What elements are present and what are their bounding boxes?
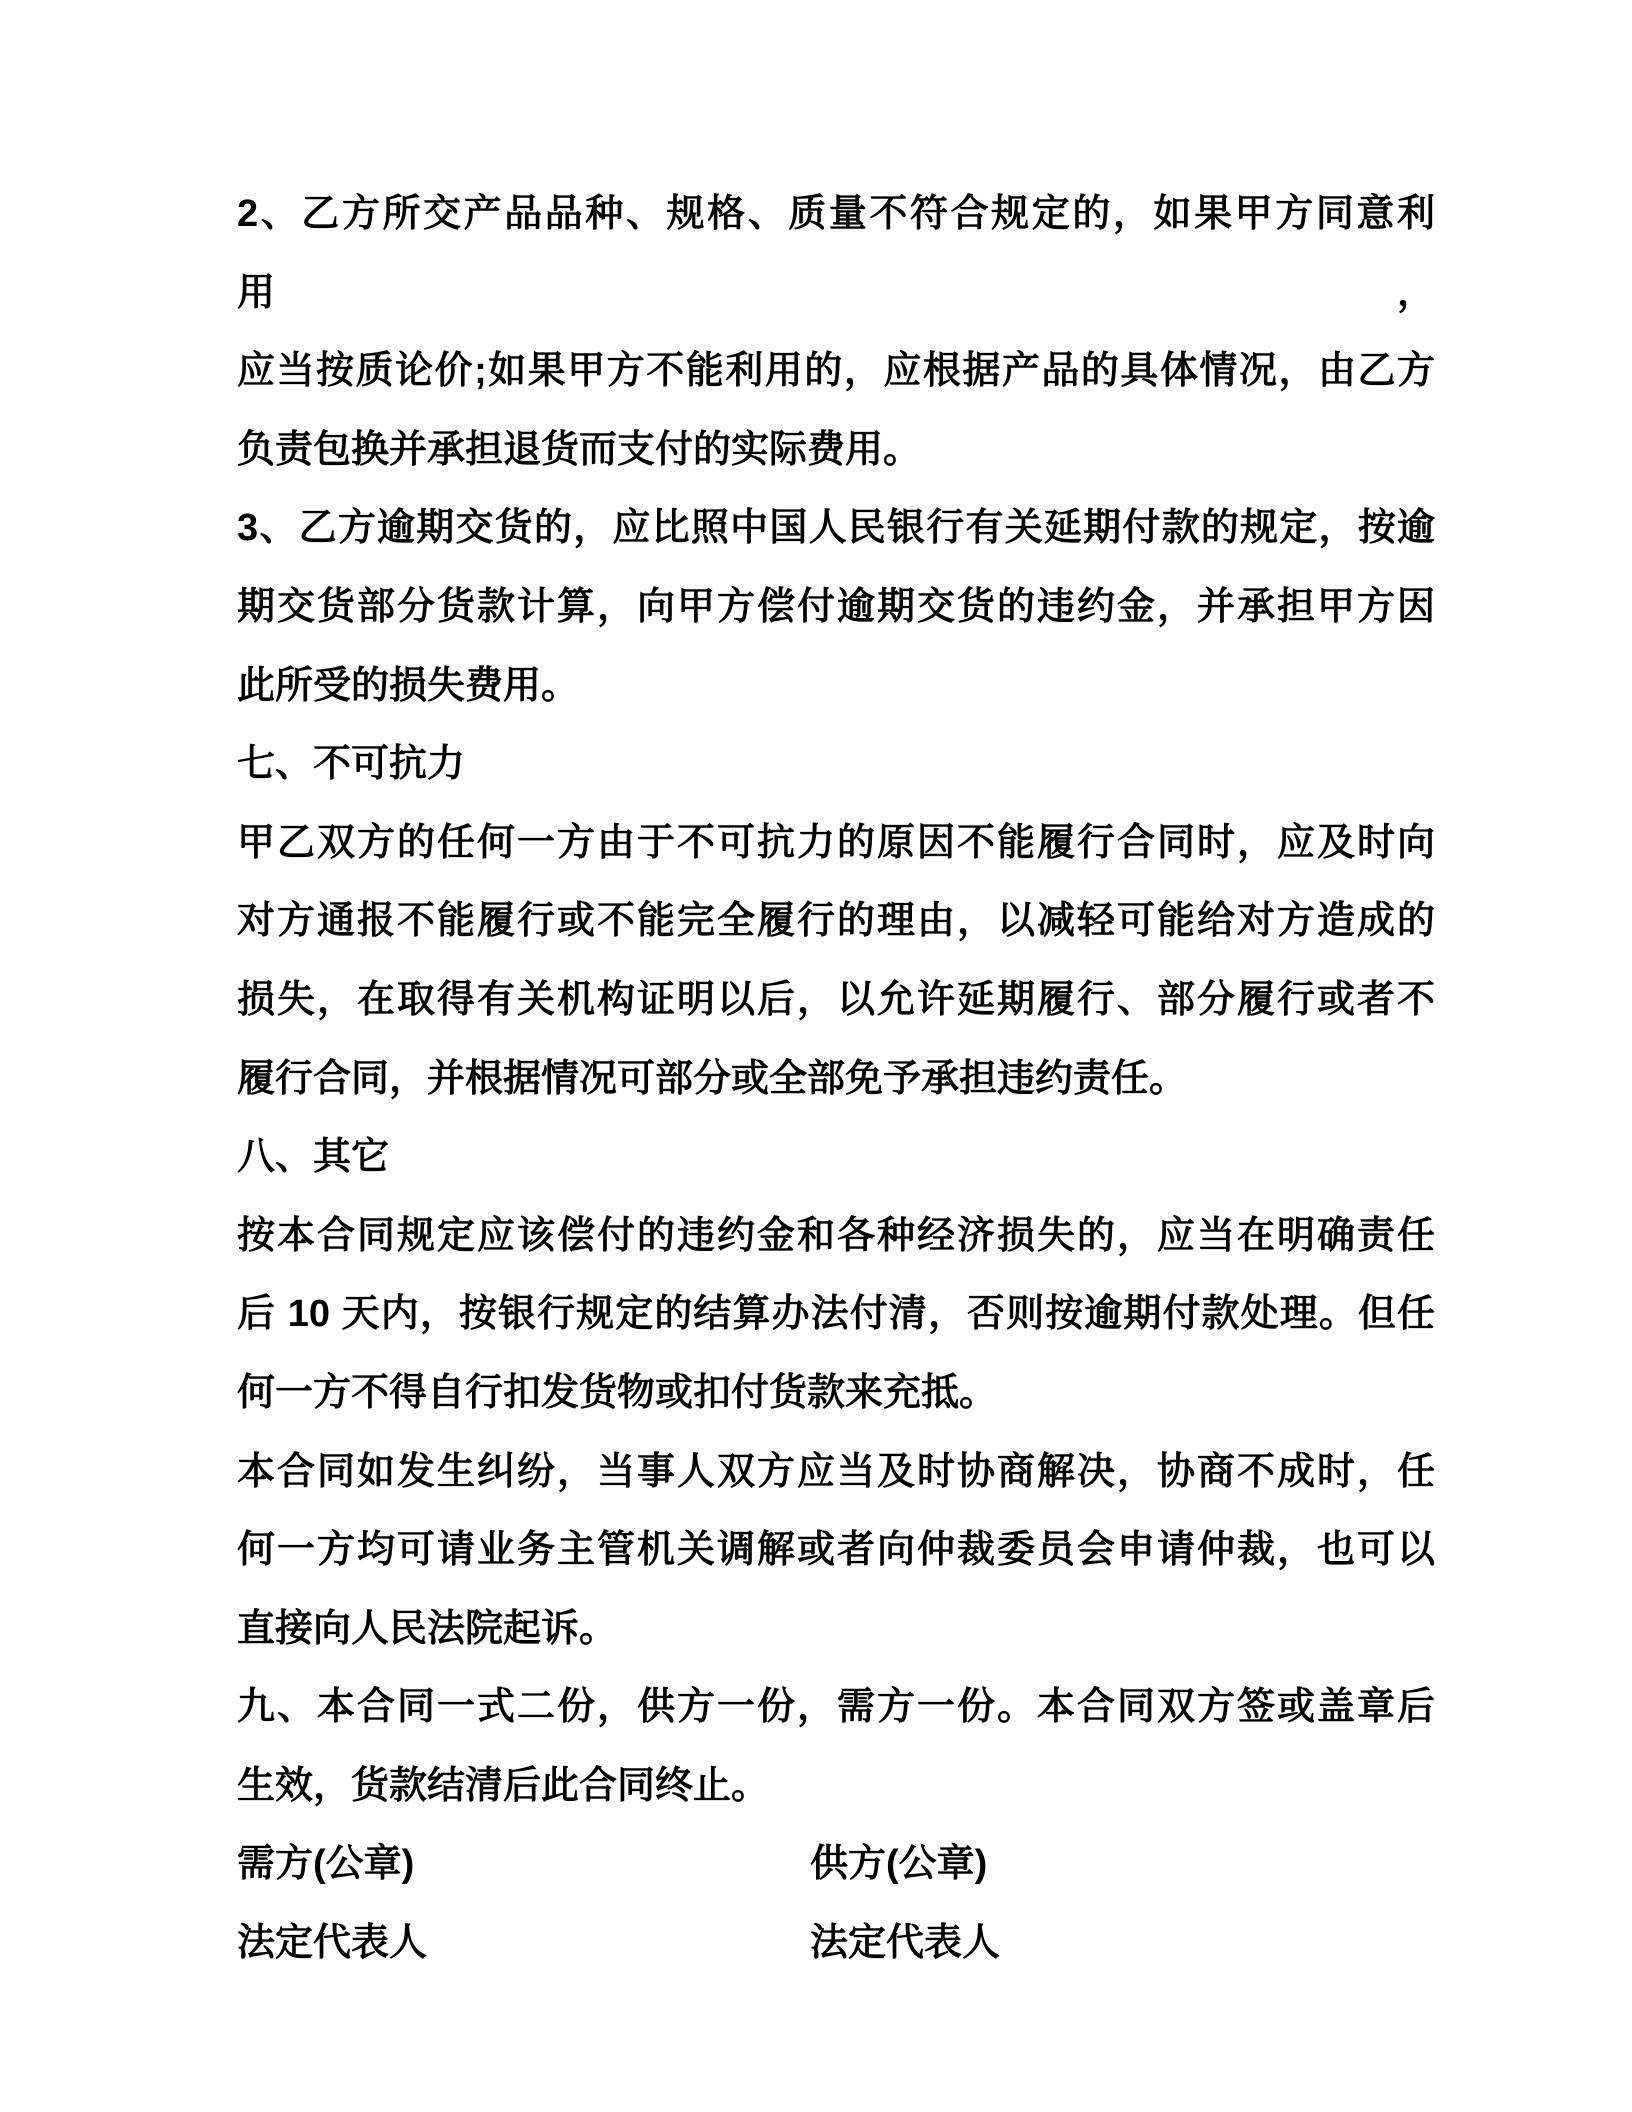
contract-line: 期交货部分货款计算，向甲方偿付逾期交货的违约金，并承担甲方因: [237, 585, 1435, 628]
contract-line: 3、乙方逾期交货的，应比照中国人民银行有关延期付款的规定，按逾: [237, 507, 1435, 550]
contract-line: 2、乙方所交产品品种、规格、质量不符合规定的，如果甲方同意利用，: [237, 193, 1435, 314]
supplier-representative-label: 法定代表人: [810, 1922, 1001, 1965]
contract-line: 后 10 天内，按银行规定的结算办法付清，否则按逾期付款处理。但任: [237, 1293, 1435, 1336]
contract-line: 本合同如发生纠纷，当事人双方应当及时协商解决，协商不成时，任: [237, 1450, 1435, 1493]
contract-line: 对方通报不能履行或不能完全履行的理由，以减轻可能给对方造成的: [237, 900, 1435, 943]
buyer-representative-label: 法定代表人: [237, 1922, 428, 1965]
contract-line: 按本合同规定应该偿付的违约金和各种经济损失的，应当在明确责任: [237, 1214, 1435, 1257]
signature-row-representative: [237, 1904, 1435, 1983]
contract-line: 甲乙双方的任何一方由于不可抗力的原因不能履行合同时，应及时向: [237, 821, 1435, 864]
contract-line: 应当按质论价;如果甲方不能利用的，应根据产品的具体情况，由乙方: [237, 350, 1435, 393]
contract-line: 损失，在取得有关机构证明以后，以允许延期履行、部分履行或者不: [237, 978, 1435, 1021]
section-heading-force-majeure: 七、不可抗力: [237, 743, 466, 786]
buyer-seal-label: 需方(公章): [237, 1843, 415, 1886]
supplier-seal-label: 供方(公章): [810, 1843, 988, 1886]
contract-line: 直接向人民法院起诉。: [237, 1607, 618, 1650]
contract-line: 履行合同，并根据情况可部分或全部免予承担违约责任。: [237, 1057, 1188, 1100]
contract-line: 生效，货款结清后此合同终止。: [237, 1764, 770, 1807]
contract-line: 负责包换并承担退货而支付的实际费用。: [237, 428, 922, 471]
contract-body: [237, 175, 1435, 1983]
section-heading-other: 八、其它: [237, 1136, 390, 1179]
contract-line: 此所受的损失费用。: [237, 664, 580, 707]
contract-line: 何一方均可请业务主管机关调解或者向仲裁委员会申请仲裁，也可以: [237, 1529, 1435, 1572]
contract-line: 九、本合同一式二份，供方一份，需方一份。本合同双方签或盖章后: [237, 1686, 1435, 1729]
signature-row-seal: [237, 1825, 1435, 1904]
contract-line: 何一方不得自行扣发货物或扣付货款来充抵。: [237, 1371, 998, 1414]
